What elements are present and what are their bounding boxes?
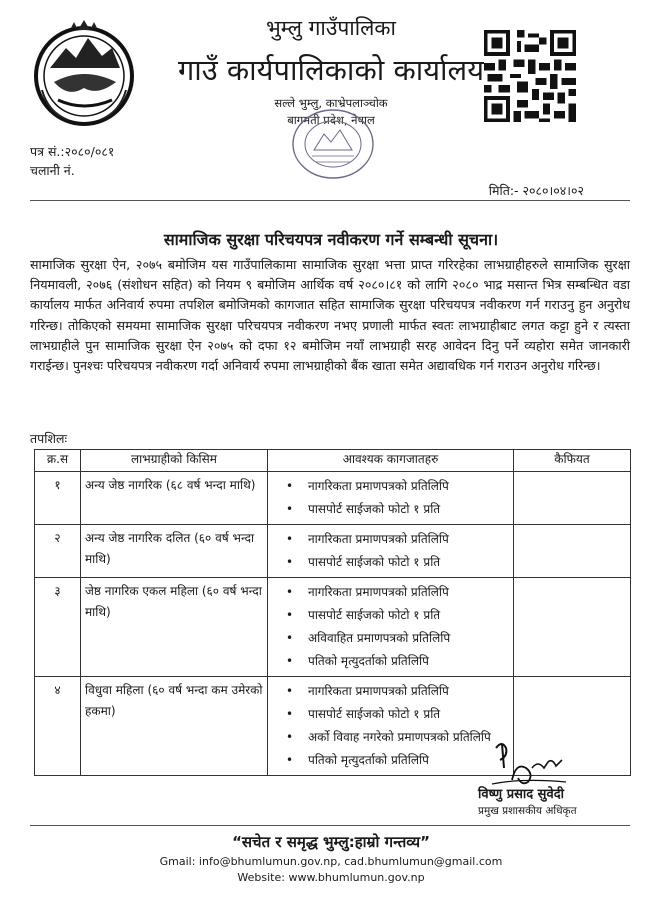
required-documents-table xyxy=(34,449,631,776)
document-item: • पतिको मृत्युदर्ताको प्रतिलिपि xyxy=(308,749,509,772)
qr-code-icon xyxy=(484,30,576,122)
document-item: • पासपोर्ट साईजको फोटो १ प्रति xyxy=(308,551,509,574)
row-documents xyxy=(268,525,514,578)
footer-email: Gmail: info@bhumlumun.gov.np, cad.bhumlumun@gmail.com xyxy=(159,855,503,868)
footer-divider xyxy=(30,825,630,826)
signatory-designation: प्रमुख प्रशासकीय अधिकृत xyxy=(478,805,577,817)
document-item: • अविवाहित प्रमाणपत्रको प्रतिलिपि xyxy=(308,627,509,650)
document-item: • पासपोर्ट साईजको फोटो १ प्रति xyxy=(308,703,509,726)
header-beneficiary-type: लाभग्राहीको किसिम xyxy=(81,450,268,472)
office-name: गाउँ कार्यपालिकाको कार्यालय xyxy=(177,53,485,87)
header-divider xyxy=(30,200,630,201)
document-item: • पतिको मृत्युदर्ताको प्रतिलिपि xyxy=(308,650,509,673)
address-line-2: बागमती प्रदेश, नेपाल xyxy=(287,113,375,127)
row-beneficiary-type: अन्य जेष्ठ नागरिक (६८ वर्ष भन्दा माथि) xyxy=(81,472,268,525)
details-label: तपशिलः xyxy=(30,431,67,446)
row-documents xyxy=(268,472,514,525)
row-documents xyxy=(268,578,514,677)
footer-slogan: “सचेत र समृद्ध भुम्लु:हाम्रो गन्तव्य” xyxy=(232,833,430,851)
reference-number: पत्र सं.:२०८०/०८१ xyxy=(30,144,115,159)
notice-subject: सामाजिक सुरक्षा परिचयपत्र नवीकरण गर्ने सम्बन्धी सूचना। xyxy=(163,230,499,249)
row-serial: १ xyxy=(35,472,81,525)
row-remarks xyxy=(514,578,631,677)
row-beneficiary-type: विधुवा महिला (६० वर्ष भन्दा कम उमेरको हकमा) xyxy=(81,677,268,776)
row-beneficiary-type: जेष्ठ नागरिक एकल महिला (६० वर्ष भन्दा माथि) xyxy=(81,578,268,677)
document-item: • अर्को विवाह नगरेको प्रमाणपत्रको प्रतिलिपि xyxy=(308,726,509,749)
signatory-name: विष्णु प्रसाद सुवेदी xyxy=(478,787,564,802)
row-serial: ४ xyxy=(35,677,81,776)
office-stamp-icon xyxy=(268,104,398,184)
municipality-name: भुम्लु गाउँपालिका xyxy=(266,16,396,40)
document-item: • पासपोर्ट साईजको फोटो १ प्रति xyxy=(308,604,509,627)
footer-website: Website: www.bhumlumun.gov.np xyxy=(237,871,425,884)
notice-body: सामाजिक सुरक्षा ऐन, २०७५ बमोजिम यस गाउँपालिकामा सामाजिक सुरक्षा भत्ता प्राप्त गरिरहेका लाभग्राहीहरुले सामाजिक सुरक्षा नियमावली, २०७६ (संशोधन सहित) को नियम ९ बमोजिम आर्थिक वर्ष २०८०।८१ को लागि २०८० भाद्र मसान्त भित्र सम्बन्धित वडा कार्यालय मार्फत अनिवार्य रुपमा तपशिल बमोजिमको कागजात सहित सामाजिक सुरक्षा परिचयपत्र नवीकरण गर्न गराउनु हुन अनुरोध गरिन्छ। तोकिएको समयमा सामाजिक सुरक्षा परिचयपत्र नवीकरण नभए प्रणाली मार्फत स्वतः लाभग्राहीबाट लगत कट्टा हुने र त्यस्ता लाभग्राहीले पुन सामाजिक सुरक्षा ऐन २०७५ को दफा १२ बमोजिम नयाँ लाभग्राही सरह आवेदन दिनु पर्ने व्यहोरा समेत जानकारी गराईन्छ। पुनश्चः परिचयपत्र नवीकरण गर्दा अनिवार्य रुपमा लाभग्राहीको बैंक खाता समेत अद्यावधिक गर्न गराउन अनुरोध गरिन्छ। xyxy=(30,257,630,374)
row-remarks xyxy=(514,472,631,525)
table-row xyxy=(35,472,631,525)
document-item: • नागरिकता प्रमाणपत्रको प्रतिलिपि xyxy=(308,475,509,498)
address-line-1: सल्ले भुम्लु, काभ्रेपलाञ्चोक xyxy=(274,96,388,110)
table-row xyxy=(35,525,631,578)
table-header-row xyxy=(35,450,631,472)
header-required-documents: आवश्यक कागजातहरु xyxy=(268,450,514,472)
handwritten-signature-icon xyxy=(482,738,574,788)
row-serial: २ xyxy=(35,525,81,578)
row-beneficiary-type: अन्य जेष्ठ नागरिक दलित (६० वर्ष भन्दा माथि) xyxy=(81,525,268,578)
document-item: • नागरिकता प्रमाणपत्रको प्रतिलिपि xyxy=(308,680,509,703)
document-item: • पासपोर्ट साईजको फोटो १ प्रति xyxy=(308,498,509,521)
dispatch-number: चलानी नं. xyxy=(30,163,75,178)
table-row xyxy=(35,578,631,677)
header-remarks: कैफियत xyxy=(514,450,631,472)
letter-date: मिति:- २०८०।०४।०२ xyxy=(488,183,584,198)
header-serial: क्र.स xyxy=(35,450,81,472)
row-serial: ३ xyxy=(35,578,81,677)
row-documents xyxy=(268,677,514,776)
row-remarks xyxy=(514,525,631,578)
document-item: • नागरिकता प्रमाणपत्रको प्रतिलिपि xyxy=(308,581,509,604)
document-item: • नागरिकता प्रमाणपत्रको प्रतिलिपि xyxy=(308,528,509,551)
